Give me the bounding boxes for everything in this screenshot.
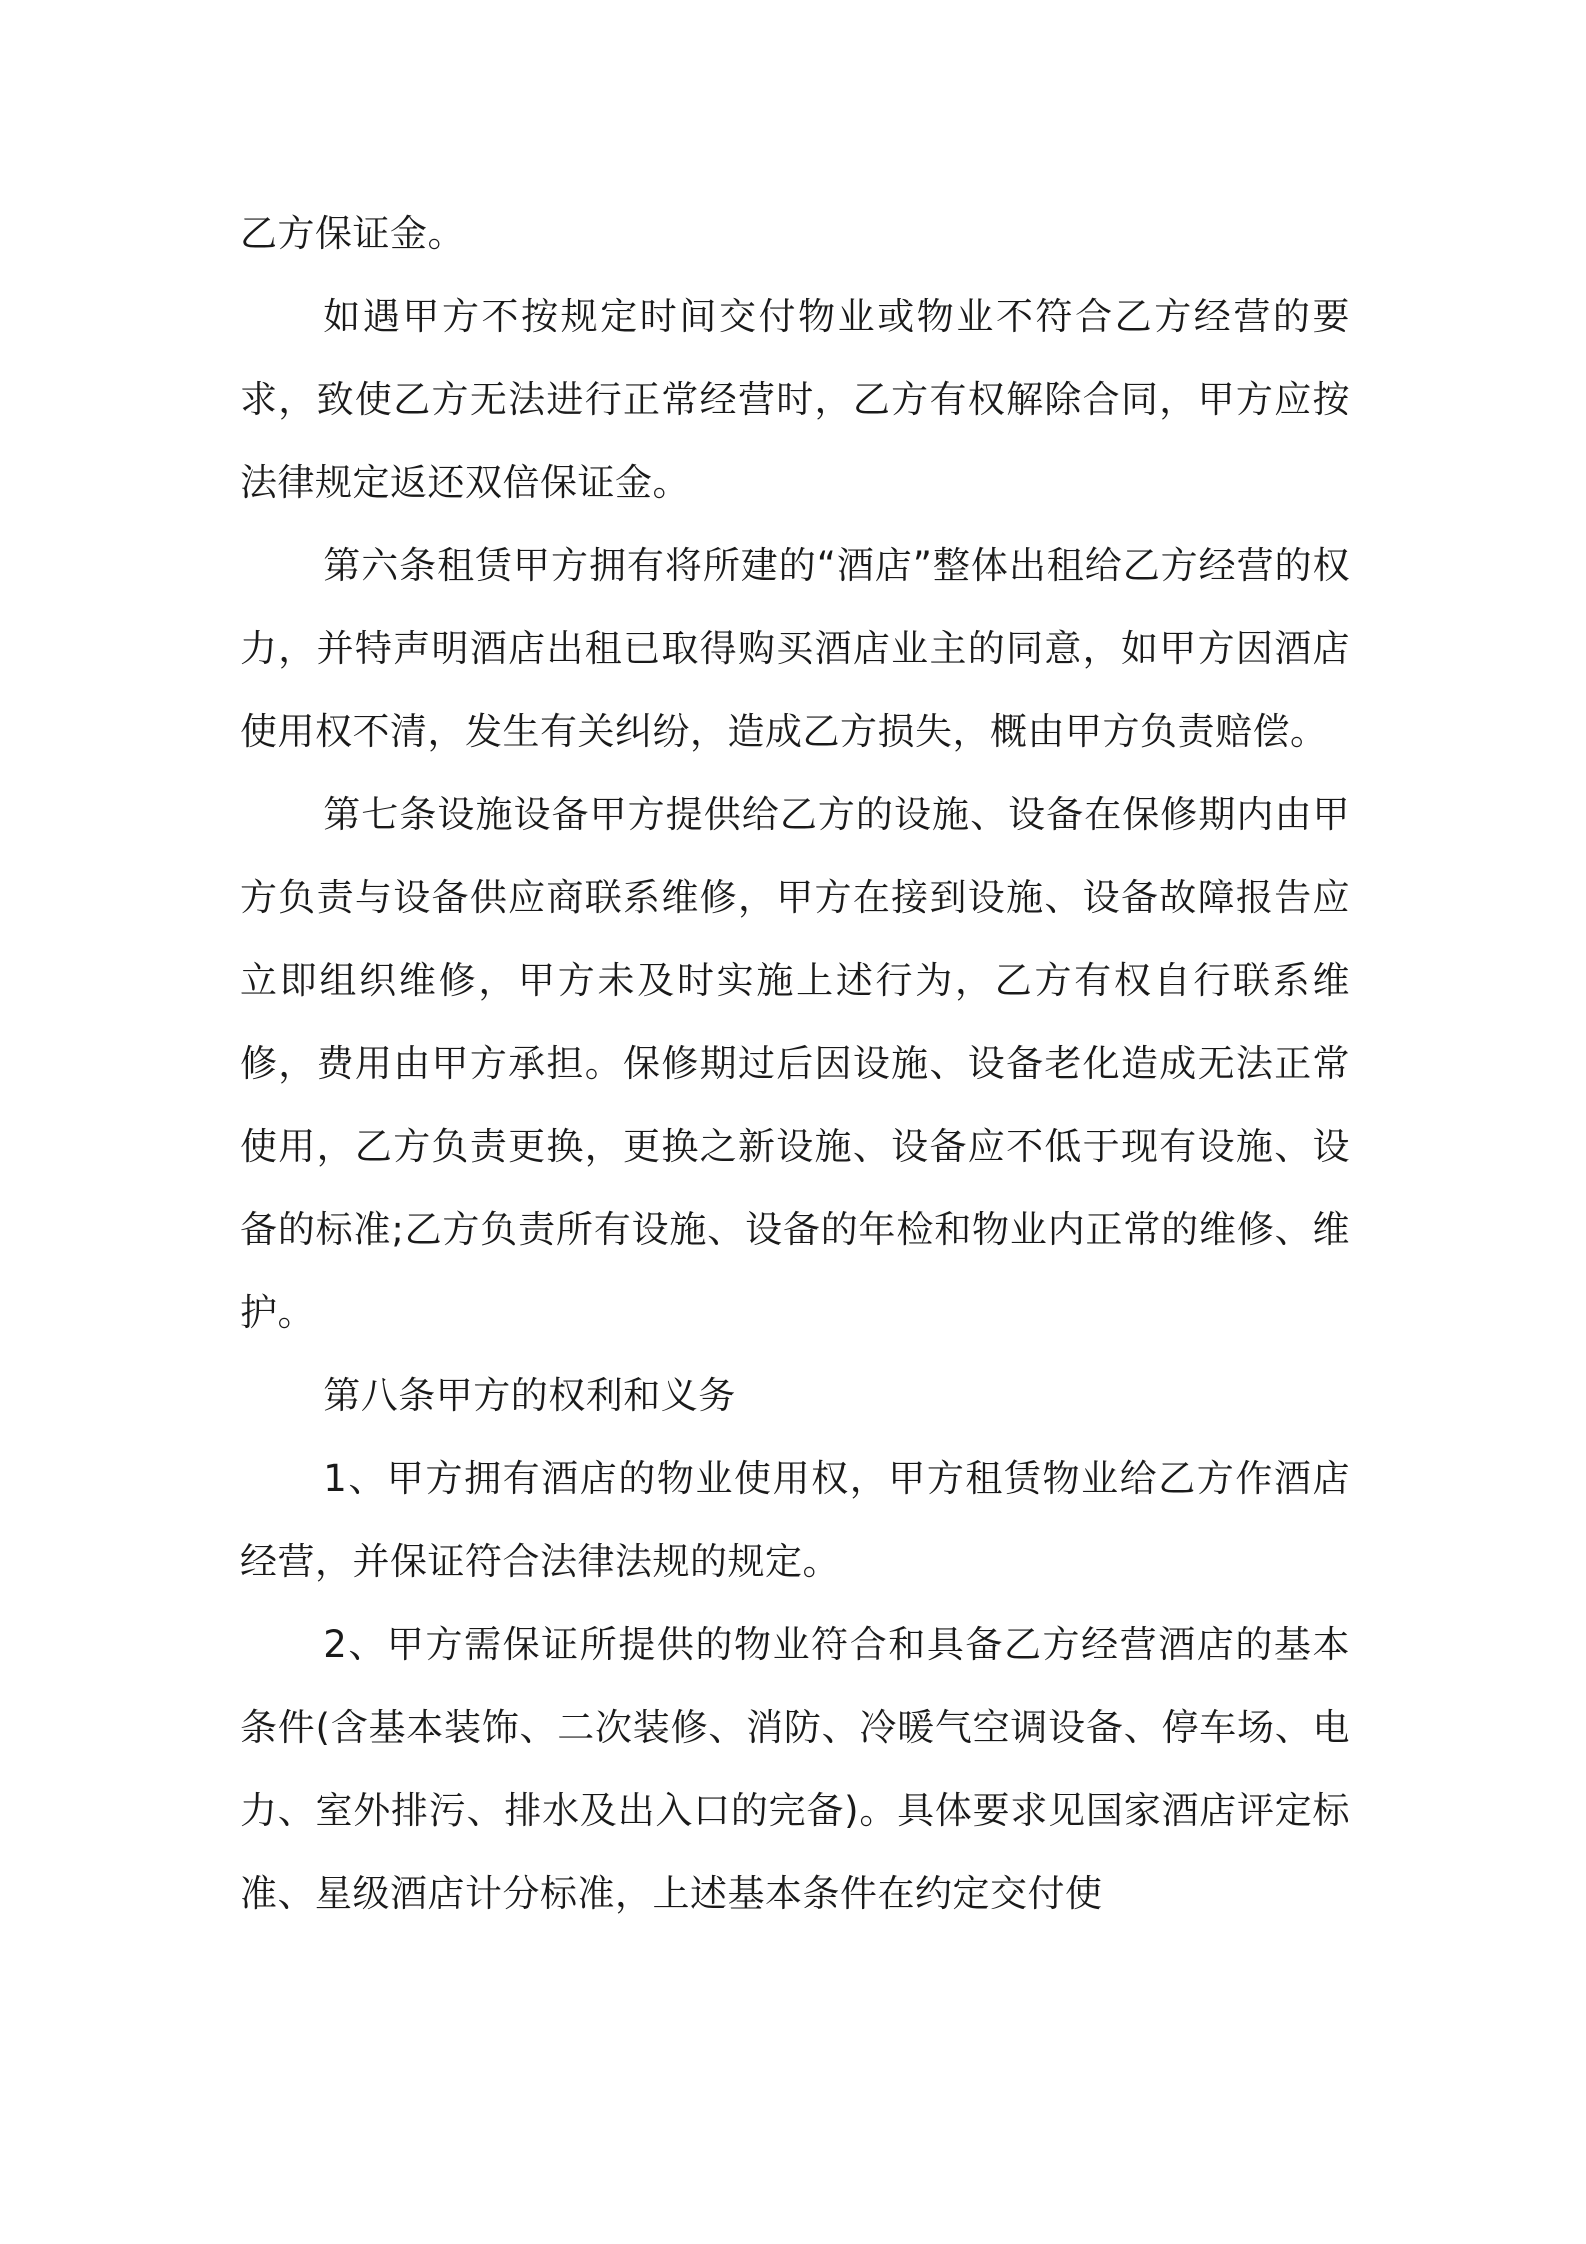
paragraph-article-7: 第七条设施设备甲方提供给乙方的设施、设备在保修期内由甲方负责与设备供应商联系维修，甲方在接到设施、设备故障报告应立即组织维修，甲方未及时实施上述行为，乙方有权自行联系维修，费用由甲方承担。保修期过后因设施、设备老化造成无法正常使用，乙方负责更换，更换之新设施、设备应不低于现有设施、设备的标准;乙方负责所有设施、设备的年检和物业内正常的维修、维护。 bbox=[240, 793, 1350, 1334]
paragraph-article-8-item-2: 2、甲方需保证所提供的物业符合和具备乙方经营酒店的基本条件(含基本装饰、二次装修、消防、冷暖气空调设备、停车场、电力、室外排污、排水及出入口的完备)。具体要求见国家酒店评定标准、星级酒店计分标准，上述基本条件在约定交付使 bbox=[240, 1623, 1350, 1915]
paragraph-article-8-item-1: 1、甲方拥有酒店的物业使用权，甲方租赁物业给乙方作酒店经营，并保证符合法律法规的规定。 bbox=[240, 1457, 1350, 1583]
paragraph-article-8-heading: 第八条甲方的权利和义务 bbox=[323, 1374, 736, 1417]
document-body bbox=[240, 192, 1350, 1935]
paragraph-2: 如遇甲方不按规定时间交付物业或物业不符合乙方经营的要求，致使乙方无法进行正常经营时，乙方有权解除合同，甲方应按法律规定返还双倍保证金。 bbox=[240, 295, 1350, 504]
paragraph-article-6: 第六条租赁甲方拥有将所建的“酒店”整体出租给乙方经营的权力，并特声明酒店出租已取得购买酒店业主的同意，如甲方因酒店使用权不清，发生有关纠纷，造成乙方损失，概由甲方负责赔偿。 bbox=[240, 544, 1350, 753]
paragraph-1: 乙方保证金。 bbox=[240, 212, 465, 255]
